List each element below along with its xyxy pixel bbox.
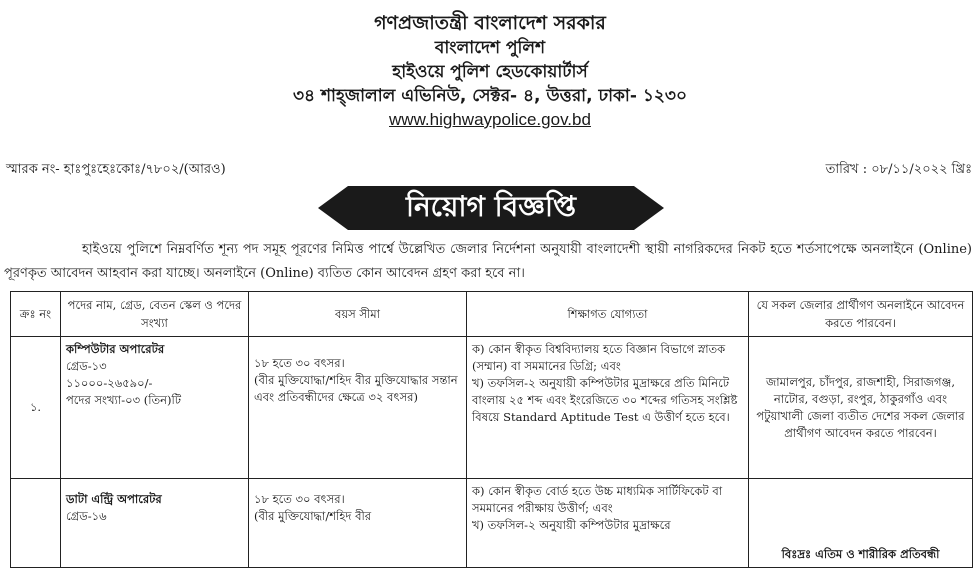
education-b: খ) তফসিল-২ অনুযায়ী কম্পিউটার মুদ্রাক্ষরে — [472, 518, 671, 532]
header-age: বয়স সীমা — [249, 292, 467, 337]
age-exception: (বীর মুক্তিযোদ্ধা/শহিদ বীর মুক্তিযোদ্ধার সন্তান এবং প্রতিবন্ধীদের ক্ষেত্রে ৩২ বৎসর) — [254, 373, 458, 404]
age-cell — [249, 479, 467, 568]
age-limit: ১৮ হতে ৩০ বৎসর। — [254, 492, 345, 506]
office-address: ৩৪ শাহ্জালাল এভিনিউ, সেক্টর- ৪, উত্তরা, ঢাকা- ১২৩০ — [292, 86, 688, 106]
district-note: বিঃদ্রঃ এতিম ও শারীরিক প্রতিবন্ধী — [749, 479, 973, 568]
post-grade: গ্রেড-১৩ — [66, 359, 107, 373]
memo-number: স্মারক নং- হাঃপুঃহেঃকোঃ/৭৮০২/(আরও) — [6, 162, 226, 177]
office-title: হাইওয়ে পুলিশ হেডকোয়ার্টার্স — [392, 62, 588, 82]
education-b: খ) তফসিল-২ অনুযায়ী কম্পিউটার মুদ্রাক্ষরে প্রতি মিনিটে বাংলায় ২৫ শব্দ এবং ইংরেজিতে ৩০ শব্দের গতিসহ সংশ্লিষ্ট বিষয়ে Standard Aptitude Test এ উত্তীর্ণ হতে হবে। — [472, 376, 738, 424]
post-cell — [61, 479, 249, 568]
age-limit: ১৮ হতে ৩০ বৎসর। — [254, 356, 345, 370]
education-a: ক) কোন স্বীকৃত বিশ্ববিদ্যালয় হতে বিজ্ঞান বিভাগে স্নাতক (সম্মান) বা সমমানের ডিগ্রি; এবং — [472, 342, 726, 373]
banner-title: নিয়োগ বিজ্ঞপ্তি — [405, 190, 577, 223]
post-cell — [61, 337, 249, 479]
header-post: পদের নাম, গ্রেড, বেতন স্কেল ও পদের সংখ্যা — [61, 292, 249, 337]
education-cell — [467, 337, 749, 479]
department-title: বাংলাদেশ পুলিশ — [434, 38, 546, 58]
table-header-row — [11, 292, 973, 337]
post-count: পদের সংখ্যা-০৩ (তিন)টি — [66, 393, 182, 407]
letterhead — [0, 10, 980, 132]
header-serial: ক্রঃ নং — [11, 292, 61, 337]
table-row — [11, 337, 973, 479]
post-scale: ১১০০০-২৬৫৯০/- — [66, 376, 153, 390]
education-cell — [467, 479, 749, 568]
website-link[interactable]: www.highwaypolice.gov.bd — [389, 110, 591, 129]
header-district: যে সকল জেলার প্রার্থীগণ অনলাইনে আবেদন করতে পারবেন। — [749, 292, 973, 337]
education-a: ক) কোন স্বীকৃত বোর্ড হতে উচ্চ মাধ্যমিক সার্টিফিকেট বা সমমানের পরীক্ষায় উত্তীর্ণ; এবং — [472, 484, 723, 515]
post-title: কম্পিউটার অপারেটর — [66, 342, 165, 356]
notice-banner — [318, 184, 664, 232]
row-serial: ১. — [11, 337, 61, 479]
district-cell: জামালপুর, চাঁদপুর, রাজশাহী, সিরাজগঞ্জ, নাটোর, বগুড়া, রংপুর, ঠাকুরগাঁও এবং পটুয়াখালী জেলা ব্যতীত দেশের সকল জেলার প্রার্থীগণ আবেদন করতে পারবেন। — [749, 337, 973, 479]
post-grade: গ্রেড-১৬ — [66, 509, 107, 523]
age-exception: (বীর মুক্তিযোদ্ধা/শহিদ বীর — [254, 509, 372, 523]
header-education: শিক্ষাগত যোগ্যতা — [467, 292, 749, 337]
table-row — [11, 479, 973, 568]
age-cell — [249, 337, 467, 479]
post-title: ডাটা এন্ট্রি অপারেটর — [66, 492, 162, 506]
intro-paragraph: হাইওয়ে পুলিশে নিম্নবর্ণিত শূন্য পদ সমূহ পূরণের নিমিত্ত পার্শ্বে উল্লেখিত জেলার নির্দেশনা অনুযায়ী বাংলাদেশী স্থায়ী নাগরিকদের নিকট হতে শর্তসাপেক্ষে অনলাইনে (Online) পূরণকৃত আবেদন আহবান করা যাচ্ছে। অনলাইনে (Online) ব্যতিত কোন আবেদন গ্রহণ করা হবে না। — [4, 242, 972, 281]
row-serial — [11, 479, 61, 568]
issue-date: তারিখ : ০৮/১১/২০২২ খ্রিঃ — [825, 162, 972, 177]
government-title: গণপ্রজাতন্ত্রী বাংলাদেশ সরকার — [374, 12, 606, 34]
vacancy-table — [10, 291, 973, 568]
